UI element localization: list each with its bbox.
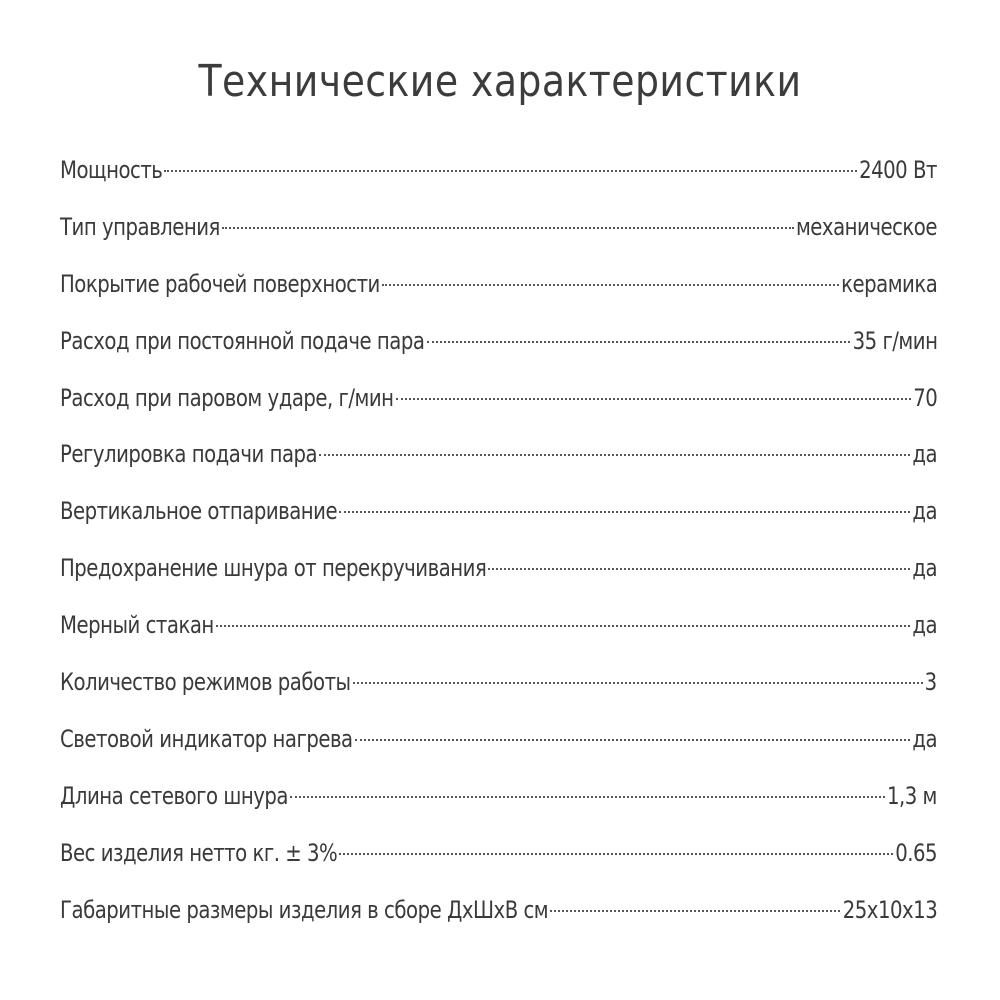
dot-leader bbox=[222, 227, 794, 229]
spec-label: Габаритные размеры изделия в сборе ДхШхВ см bbox=[60, 895, 549, 924]
spec-row bbox=[60, 256, 937, 313]
spec-value: 0.65 bbox=[895, 838, 937, 867]
spec-row bbox=[60, 313, 937, 370]
spec-value: керамика bbox=[840, 269, 937, 298]
spec-value: 3 bbox=[924, 668, 937, 697]
dot-leader bbox=[550, 910, 840, 912]
spec-row bbox=[60, 654, 937, 711]
spec-row bbox=[60, 199, 937, 256]
dot-leader bbox=[319, 454, 910, 456]
dot-leader bbox=[216, 625, 911, 627]
spec-label: Тип управления bbox=[60, 212, 220, 241]
dot-leader bbox=[164, 170, 857, 172]
spec-row bbox=[60, 825, 937, 882]
spec-row bbox=[60, 768, 937, 825]
spec-row bbox=[60, 483, 937, 540]
spec-label: Покрытие рабочей поверхности bbox=[60, 269, 380, 298]
dot-leader bbox=[339, 511, 910, 513]
spec-value: да bbox=[912, 611, 937, 640]
spec-row bbox=[60, 540, 937, 597]
dot-leader bbox=[353, 682, 923, 684]
dot-leader bbox=[488, 568, 910, 570]
spec-row bbox=[60, 142, 937, 199]
spec-label: Предохранение шнура от перекручивания bbox=[60, 554, 487, 583]
spec-row bbox=[60, 426, 937, 483]
spec-label: Вертикальное отпаривание bbox=[60, 497, 338, 526]
dot-leader bbox=[396, 398, 911, 400]
spec-value: 1,3 м bbox=[887, 781, 937, 810]
spec-value: 25х10х13 bbox=[842, 895, 937, 924]
spec-value: да bbox=[912, 724, 937, 753]
spec-value: 2400 Вт bbox=[859, 156, 937, 184]
dot-leader bbox=[427, 341, 851, 343]
page-title: Технические характеристики bbox=[198, 56, 802, 107]
spec-value: механическое bbox=[795, 212, 937, 241]
spec-row bbox=[60, 597, 937, 654]
spec-value: да bbox=[912, 497, 937, 526]
spec-value: да bbox=[912, 440, 937, 469]
spec-label: Мерный стакан bbox=[60, 611, 214, 640]
spec-value: 35 г/мин bbox=[852, 326, 937, 355]
spec-list bbox=[60, 142, 937, 938]
dot-leader bbox=[339, 853, 893, 855]
spec-label: Световой индикатор нагрева bbox=[60, 724, 353, 753]
dot-leader bbox=[355, 739, 911, 741]
spec-row bbox=[60, 370, 937, 427]
spec-label: Мощность bbox=[60, 156, 163, 184]
spec-label: Количество режимов работы bbox=[60, 668, 351, 697]
spec-label: Расход при постоянной подаче пара bbox=[60, 326, 425, 355]
spec-value: да bbox=[912, 554, 937, 583]
spec-row bbox=[60, 882, 937, 939]
spec-value: 70 bbox=[912, 383, 937, 412]
spec-label: Вес изделия нетто кг. ± 3% bbox=[60, 838, 338, 867]
dot-leader bbox=[382, 284, 839, 286]
spec-label: Длина сетевого шнура bbox=[60, 781, 288, 810]
dot-leader bbox=[290, 796, 885, 798]
spec-label: Расход при паровом ударе, г/мин bbox=[60, 383, 394, 412]
spec-label: Регулировка подачи пара bbox=[60, 440, 318, 469]
spec-row bbox=[60, 711, 937, 768]
